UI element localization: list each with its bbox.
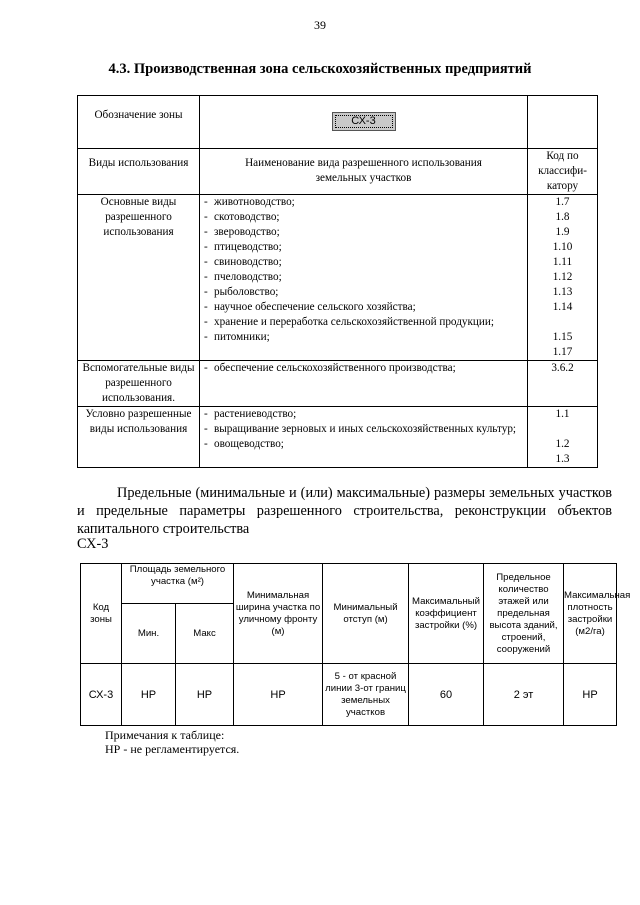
group-name: Вспомогательные виды разрешенного использования.	[78, 361, 200, 407]
table-row	[81, 664, 617, 726]
page-number: 39	[314, 18, 326, 32]
permitted-use-table	[77, 95, 598, 468]
code-value: 1.14	[552, 301, 573, 313]
header-max-floors: Предельное количество этажей или предельная высота зданий, строений, сооружений	[484, 564, 564, 664]
list-item: - пчеловодство;	[204, 271, 282, 283]
list-item: - выращивание зерновых и иных сельскохозяйственных культур;	[204, 423, 517, 435]
notes-line: НР - не регламентируется.	[105, 742, 240, 756]
parameters-table	[80, 563, 631, 726]
list-item: - скотоводство;	[204, 211, 280, 223]
cell-min: НР	[122, 664, 176, 726]
header-max-density: Максимальная плотность застройки (м2/га)	[564, 564, 617, 664]
header-max: Макс	[176, 604, 234, 664]
group-name: Основные виды разрешенного использования	[78, 195, 200, 361]
table-notes	[105, 728, 239, 756]
header-min-setback: Минимальный отступ (м)	[323, 564, 409, 664]
list-item: - звероводство;	[204, 226, 280, 238]
code-value: 1.8	[555, 211, 570, 223]
col-header-use-name: Наименование вида разрешенного использования земельных участков	[200, 149, 528, 195]
col-header-use-types: Виды использования	[78, 149, 200, 195]
table-row	[78, 149, 598, 195]
table-row	[78, 195, 598, 361]
cell-max: НР	[176, 664, 234, 726]
section-title: 4.3. Производственная зона сельскохозяйственных предприятий	[108, 61, 532, 77]
zone-label: СХ-3	[77, 536, 109, 552]
cell-coverage: 60	[409, 664, 484, 726]
code-value: 1.10	[552, 241, 573, 253]
cell-floors: 2 эт	[484, 664, 564, 726]
code-value: 1.1	[555, 408, 570, 420]
header-plot-area: Площадь земельного участка (м²)	[122, 564, 234, 604]
cell-setback: 5 - от красной линии 3-от границ земельных участков	[323, 664, 409, 726]
cell-density: НР	[564, 664, 617, 726]
code-value: 1.15	[552, 331, 573, 343]
code-value: 1.3	[555, 453, 570, 465]
header-min: Мин.	[122, 604, 176, 664]
list-item: - рыболовство;	[204, 286, 279, 298]
header-min-width: Минимальная ширина участка по уличному фронту (м)	[234, 564, 323, 664]
list-item: - хранение и переработка сельскохозяйственной продукции;	[204, 316, 494, 328]
limits-paragraph: Предельные (минимальные и (или) максимальные) размеры земельных участков и предельные параметры разрешенного строительства, реконструкции объектов капитального строительства	[77, 485, 612, 537]
header-max-coverage: Максимальный коэффициент застройки (%)	[409, 564, 484, 664]
cell-min-width: НР	[234, 664, 323, 726]
code-value: 1.9	[555, 226, 570, 238]
code-value: 3.6.2	[551, 362, 574, 374]
cell-zone: СХ-3	[81, 664, 122, 726]
list-item: - обеспечение сельскохозяйственного производства;	[204, 362, 456, 374]
list-item: - животноводство;	[204, 196, 295, 208]
table-row	[78, 407, 598, 468]
group-name: Условно разрешенные виды использования	[78, 407, 200, 468]
code-value: 1.11	[552, 256, 573, 268]
table-row	[78, 361, 598, 407]
code-value: 1.2	[555, 438, 570, 450]
list-item: - растениеводство;	[204, 408, 297, 420]
designation-label: Обозначение зоны	[78, 96, 200, 149]
list-item: - овощеводство;	[204, 438, 284, 450]
header-zone-code: Код зоны	[81, 564, 122, 664]
list-item: - свиноводство;	[204, 256, 282, 268]
col-header-code: Код по классифи-катору	[528, 149, 598, 195]
code-value: 1.12	[552, 271, 573, 283]
zone-code-button[interactable]: СХ-3	[332, 112, 396, 131]
code-value: 1.17	[552, 346, 573, 358]
table-row	[78, 96, 598, 149]
notes-title: Примечания к таблице:	[105, 728, 225, 742]
code-value: 1.13	[552, 286, 573, 298]
list-item: - питомники;	[204, 331, 270, 343]
list-item: - птицеводство;	[204, 241, 282, 253]
table-row	[81, 564, 617, 604]
list-item: - научное обеспечение сельского хозяйства;	[204, 301, 416, 313]
code-value: 1.7	[555, 196, 570, 208]
